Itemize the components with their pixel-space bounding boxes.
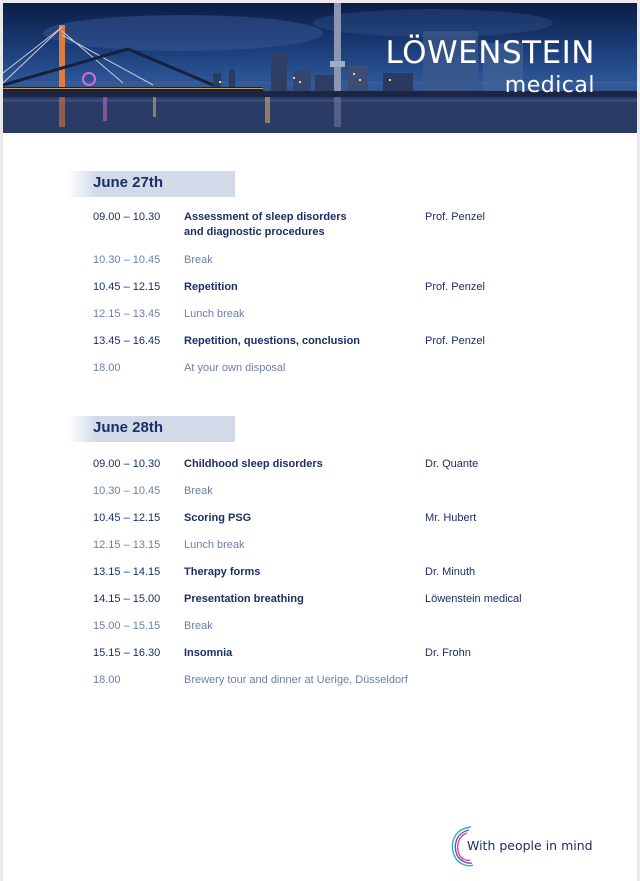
row-time: 10.45 – 12.15: [93, 281, 161, 293]
day-header-june-28: [67, 416, 235, 442]
row-topic: Break: [184, 254, 213, 266]
row-time: 09.00 – 10.30: [93, 211, 161, 223]
row-topic: Lunch break: [184, 539, 245, 551]
row-time: 14.15 – 15.00: [93, 593, 161, 605]
row-topic-line-2: and diagnostic procedures: [184, 226, 325, 238]
row-speaker: Mr. Hubert: [425, 512, 477, 524]
row-topic: Break: [184, 485, 213, 497]
row-speaker: Löwenstein medical: [425, 593, 522, 605]
day-title: June 28th: [93, 419, 164, 436]
row-speaker: Prof. Penzel: [425, 211, 485, 223]
row-time: 10.30 – 10.45: [93, 485, 161, 497]
row-time: 15.00 – 15.15: [93, 620, 161, 632]
agenda-page: [3, 3, 637, 881]
row-topic: Scoring PSG: [184, 512, 252, 524]
row-topic: At your own disposal: [184, 362, 286, 374]
row-topic: Lunch break: [184, 308, 245, 320]
row-time: 09.00 – 10.30: [93, 458, 161, 470]
row-topic: Childhood sleep disorders: [184, 458, 323, 470]
row-time: 13.45 – 16.45: [93, 335, 161, 347]
row-speaker: Prof. Penzel: [425, 335, 485, 347]
row-time: 15.15 – 16.30: [93, 647, 161, 659]
row-topic: Repetition: [184, 281, 238, 293]
row-time: 18.00: [93, 362, 121, 374]
row-time: 12.15 – 13.45: [93, 308, 161, 320]
row-speaker: Prof. Penzel: [425, 281, 485, 293]
row-topic: [184, 210, 404, 240]
claim-text: With people in mind: [467, 838, 593, 853]
row-time: 18.00: [93, 674, 121, 686]
brand-claim: [447, 823, 607, 869]
row-topic: Therapy forms: [184, 566, 261, 578]
row-time: 10.30 – 10.45: [93, 254, 161, 266]
row-topic-line-1: Assessment of sleep disorders: [184, 211, 347, 223]
row-time: 13.15 – 14.15: [93, 566, 161, 578]
row-speaker: Dr. Frohn: [425, 647, 471, 659]
day-title: June 27th: [93, 174, 164, 191]
row-time: 12.15 – 13.15: [93, 539, 161, 551]
brand-name: LÖWENSTEIN: [385, 35, 595, 71]
row-topic: Presentation breathing: [184, 593, 304, 605]
brand-sub: medical: [504, 73, 595, 98]
day-header-june-27: [67, 171, 235, 197]
row-time: 10.45 – 12.15: [93, 512, 161, 524]
row-topic: Repetition, questions, conclusion: [184, 335, 361, 347]
row-topic: Brewery tour and dinner at Uerige, Düsseldorf: [184, 674, 408, 686]
row-speaker: Dr. Quante: [425, 458, 479, 470]
row-speaker: Dr. Minuth: [425, 566, 476, 578]
header-banner: [3, 3, 637, 133]
row-topic: Break: [184, 620, 213, 632]
row-topic: Insomnia: [184, 647, 233, 659]
